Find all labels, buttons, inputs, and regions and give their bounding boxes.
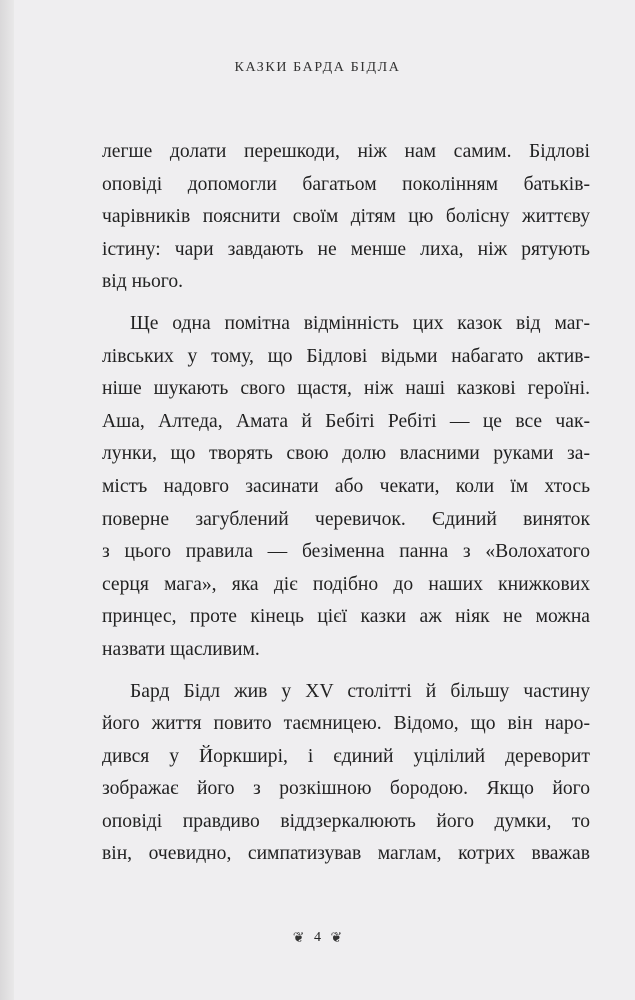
text-line: оповіді допомогли багатьом поколінням батьків-: [102, 173, 590, 195]
running-head: КАЗКИ БАРДА БІДЛА: [234, 60, 401, 75]
text-line: поверне загублений черевичок. Єдиний виняток: [102, 508, 590, 530]
owl-ornament-icon: ❦: [292, 931, 305, 946]
text-line: серця мага», яка діє подібно до наших книжкових: [102, 573, 590, 595]
body-text: [102, 136, 590, 871]
text-line: містъ надовго засинати або чекати, коли їм хтось: [102, 475, 590, 497]
text-line: принцес, проте кінець цієї казки аж ніяк не можна: [102, 606, 590, 628]
text-line: Бард Бідл жив у XV столітті й більшу частину: [130, 680, 590, 702]
text-line: Аша, Алтеда, Амата й Бебіті Ребіті — це все чак-: [102, 410, 590, 432]
page-edge-shadow: [0, 0, 14, 1000]
folio: [0, 930, 635, 947]
owl-ornament-icon: ❦: [330, 931, 343, 946]
text-line: назвати щасливим.: [102, 638, 260, 660]
text-line: лівських у тому, що Бідлові відьми набагато актив-: [102, 345, 590, 367]
text-line: ніше шукають свого щастя, ніж наші казкові героїні.: [102, 378, 590, 400]
text-line: оповіді правдиво віддзеркалюють його думки, то: [102, 810, 590, 832]
page-number: 4: [314, 930, 321, 945]
paragraph-gap: [102, 299, 590, 308]
text-line: чарівників пояснити своїм дітям цю болісну життєву: [102, 206, 590, 228]
text-line: з цього правила — безіменна панна з «Волохатого: [102, 541, 590, 563]
paragraph-gap: [102, 667, 590, 676]
text-line: він, очевидно, симпатизував маглам, котрих вважав: [102, 843, 590, 865]
text-line: істину: чари завдають не менше лиха, ніж рятують: [102, 238, 590, 260]
text-line: дився у Йоркширі, і єдиний уцілілий дереворит: [102, 745, 590, 767]
text-line: його життя повито таємницею. Відомо, що він наро-: [102, 713, 590, 735]
text-line: лунки, що творять свою долю власними руками за-: [102, 443, 590, 465]
text-line: зображає його з розкішною бородою. Якщо його: [102, 778, 590, 800]
text-line: легше долати перешкоди, ніж нам самим. Бідлові: [102, 141, 590, 162]
text-line: Ще одна помітна відмінність цих казок від маг-: [130, 312, 590, 334]
text-line: від нього.: [102, 271, 184, 293]
